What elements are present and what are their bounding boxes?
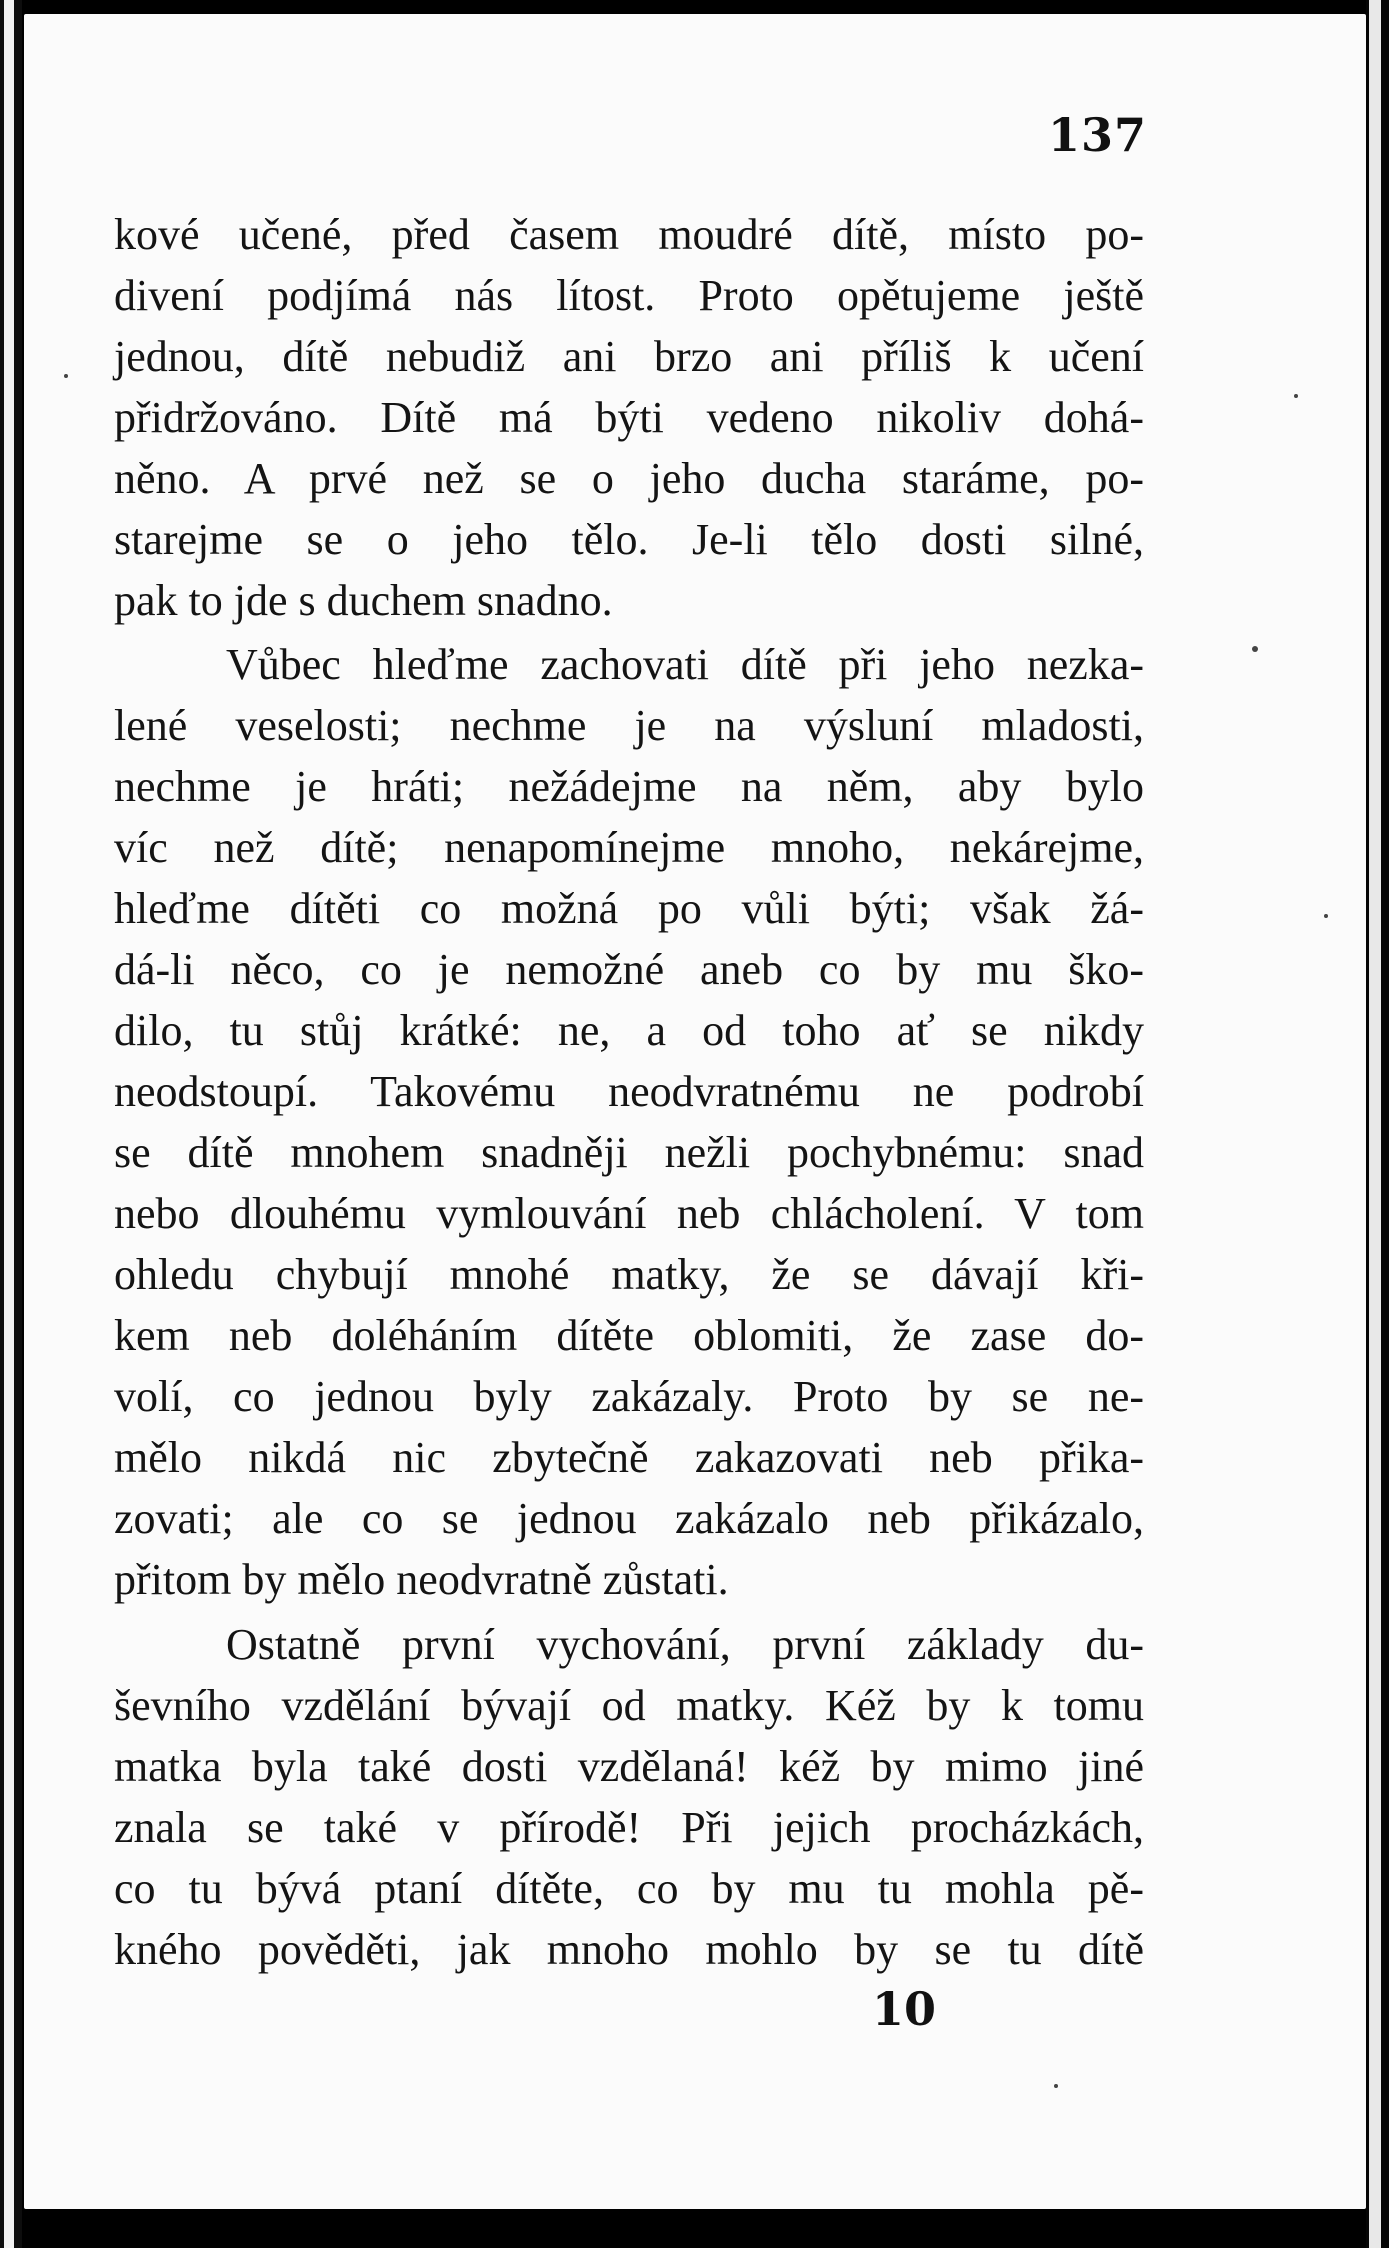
- text-line: dá-li něco, co je nemožné aneb co by mu ško-: [114, 945, 1144, 994]
- text-line: dilo, tu stůj krátké: ne, a od toho ať se nikdy: [114, 1006, 1144, 1055]
- text-line: hleďme dítěti co možná po vůli býti; však žá-: [114, 884, 1144, 933]
- text-line: ohledu chybují mnohé matky, že se dávají kři-: [114, 1250, 1144, 1299]
- text-line: pak to jde s duchem snadno.: [114, 576, 613, 625]
- text-line: znala se také v přírodě! Při jejich procházkách,: [114, 1803, 1144, 1852]
- text-line: kného pověděti, jak mnoho mohlo by se tu dítě: [114, 1925, 1144, 1974]
- text-line: zovati; ale co se jednou zakázalo neb přikázalo,: [114, 1494, 1144, 1543]
- text-line: matka byla také dosti vzdělaná! kéž by mimo jiné: [114, 1742, 1144, 1791]
- text-line: víc než dítě; nenapomínejme mnoho, nekárejme,: [114, 823, 1144, 872]
- scan-speck: [1324, 914, 1328, 918]
- text-line: Ostatně první vychování, první základy du-: [226, 1620, 1144, 1669]
- text-line: kem neb doléháním dítěte oblomiti, že zase do-: [114, 1311, 1144, 1360]
- text-line: neodstoupí. Takovému neodvratnému ne podrobí: [114, 1067, 1144, 1116]
- text-line: něno. A prvé než se o jeho ducha staráme, po-: [114, 454, 1144, 503]
- text-line: volí, co jednou byly zakázaly. Proto by se ne-: [114, 1372, 1144, 1421]
- scan-speck: [1054, 2084, 1058, 2088]
- text-line: starejme se o jeho tělo. Je-li tělo dosti silné,: [114, 515, 1144, 564]
- scan-left-strip: [4, 0, 14, 2248]
- text-line: co tu bývá ptaní dítěte, co by mu tu mohla pě-: [114, 1864, 1144, 1913]
- text-line: kové učené, před časem moudré dítě, místo po-: [114, 210, 1144, 259]
- text-line: ševního vzdělání bývají od matky. Kéž by k tomu: [114, 1681, 1144, 1730]
- text-line: se dítě mnohem snadněji nežli pochybnému: snad: [114, 1128, 1144, 1177]
- text-line: mělo nikdá nic zbytečně zakazovati neb přika-: [114, 1433, 1144, 1482]
- text-line: nebo dlouhému vymlouvání neb chlácholení. V tom: [114, 1189, 1144, 1238]
- scan-right-strip: [1369, 0, 1381, 2248]
- scan-speck: [1294, 394, 1298, 398]
- text-line: Vůbec hleďme zachovati dítě při jeho nezka-: [226, 640, 1144, 689]
- text-line: přitom by mělo neodvratně zůstati.: [114, 1555, 729, 1604]
- text-line: lené veselosti; nechme je na výsluní mladosti,: [114, 701, 1144, 750]
- scan-speck: [64, 374, 68, 378]
- text-line: nechme je hráti; nežádejme na něm, aby bylo: [114, 762, 1144, 811]
- scan-speck: [1252, 646, 1258, 652]
- text-line: divení podjímá nás lítost. Proto opětujeme ještě: [114, 271, 1144, 320]
- signature-mark: 10: [872, 1982, 937, 2036]
- text-line: jednou, dítě nebudiž ani brzo ani příliš k učení: [114, 332, 1144, 381]
- book-page: [24, 14, 1366, 2209]
- text-line: přidržováno. Dítě má býti vedeno nikoliv dohá-: [114, 393, 1144, 442]
- page-number: 137: [1048, 108, 1148, 162]
